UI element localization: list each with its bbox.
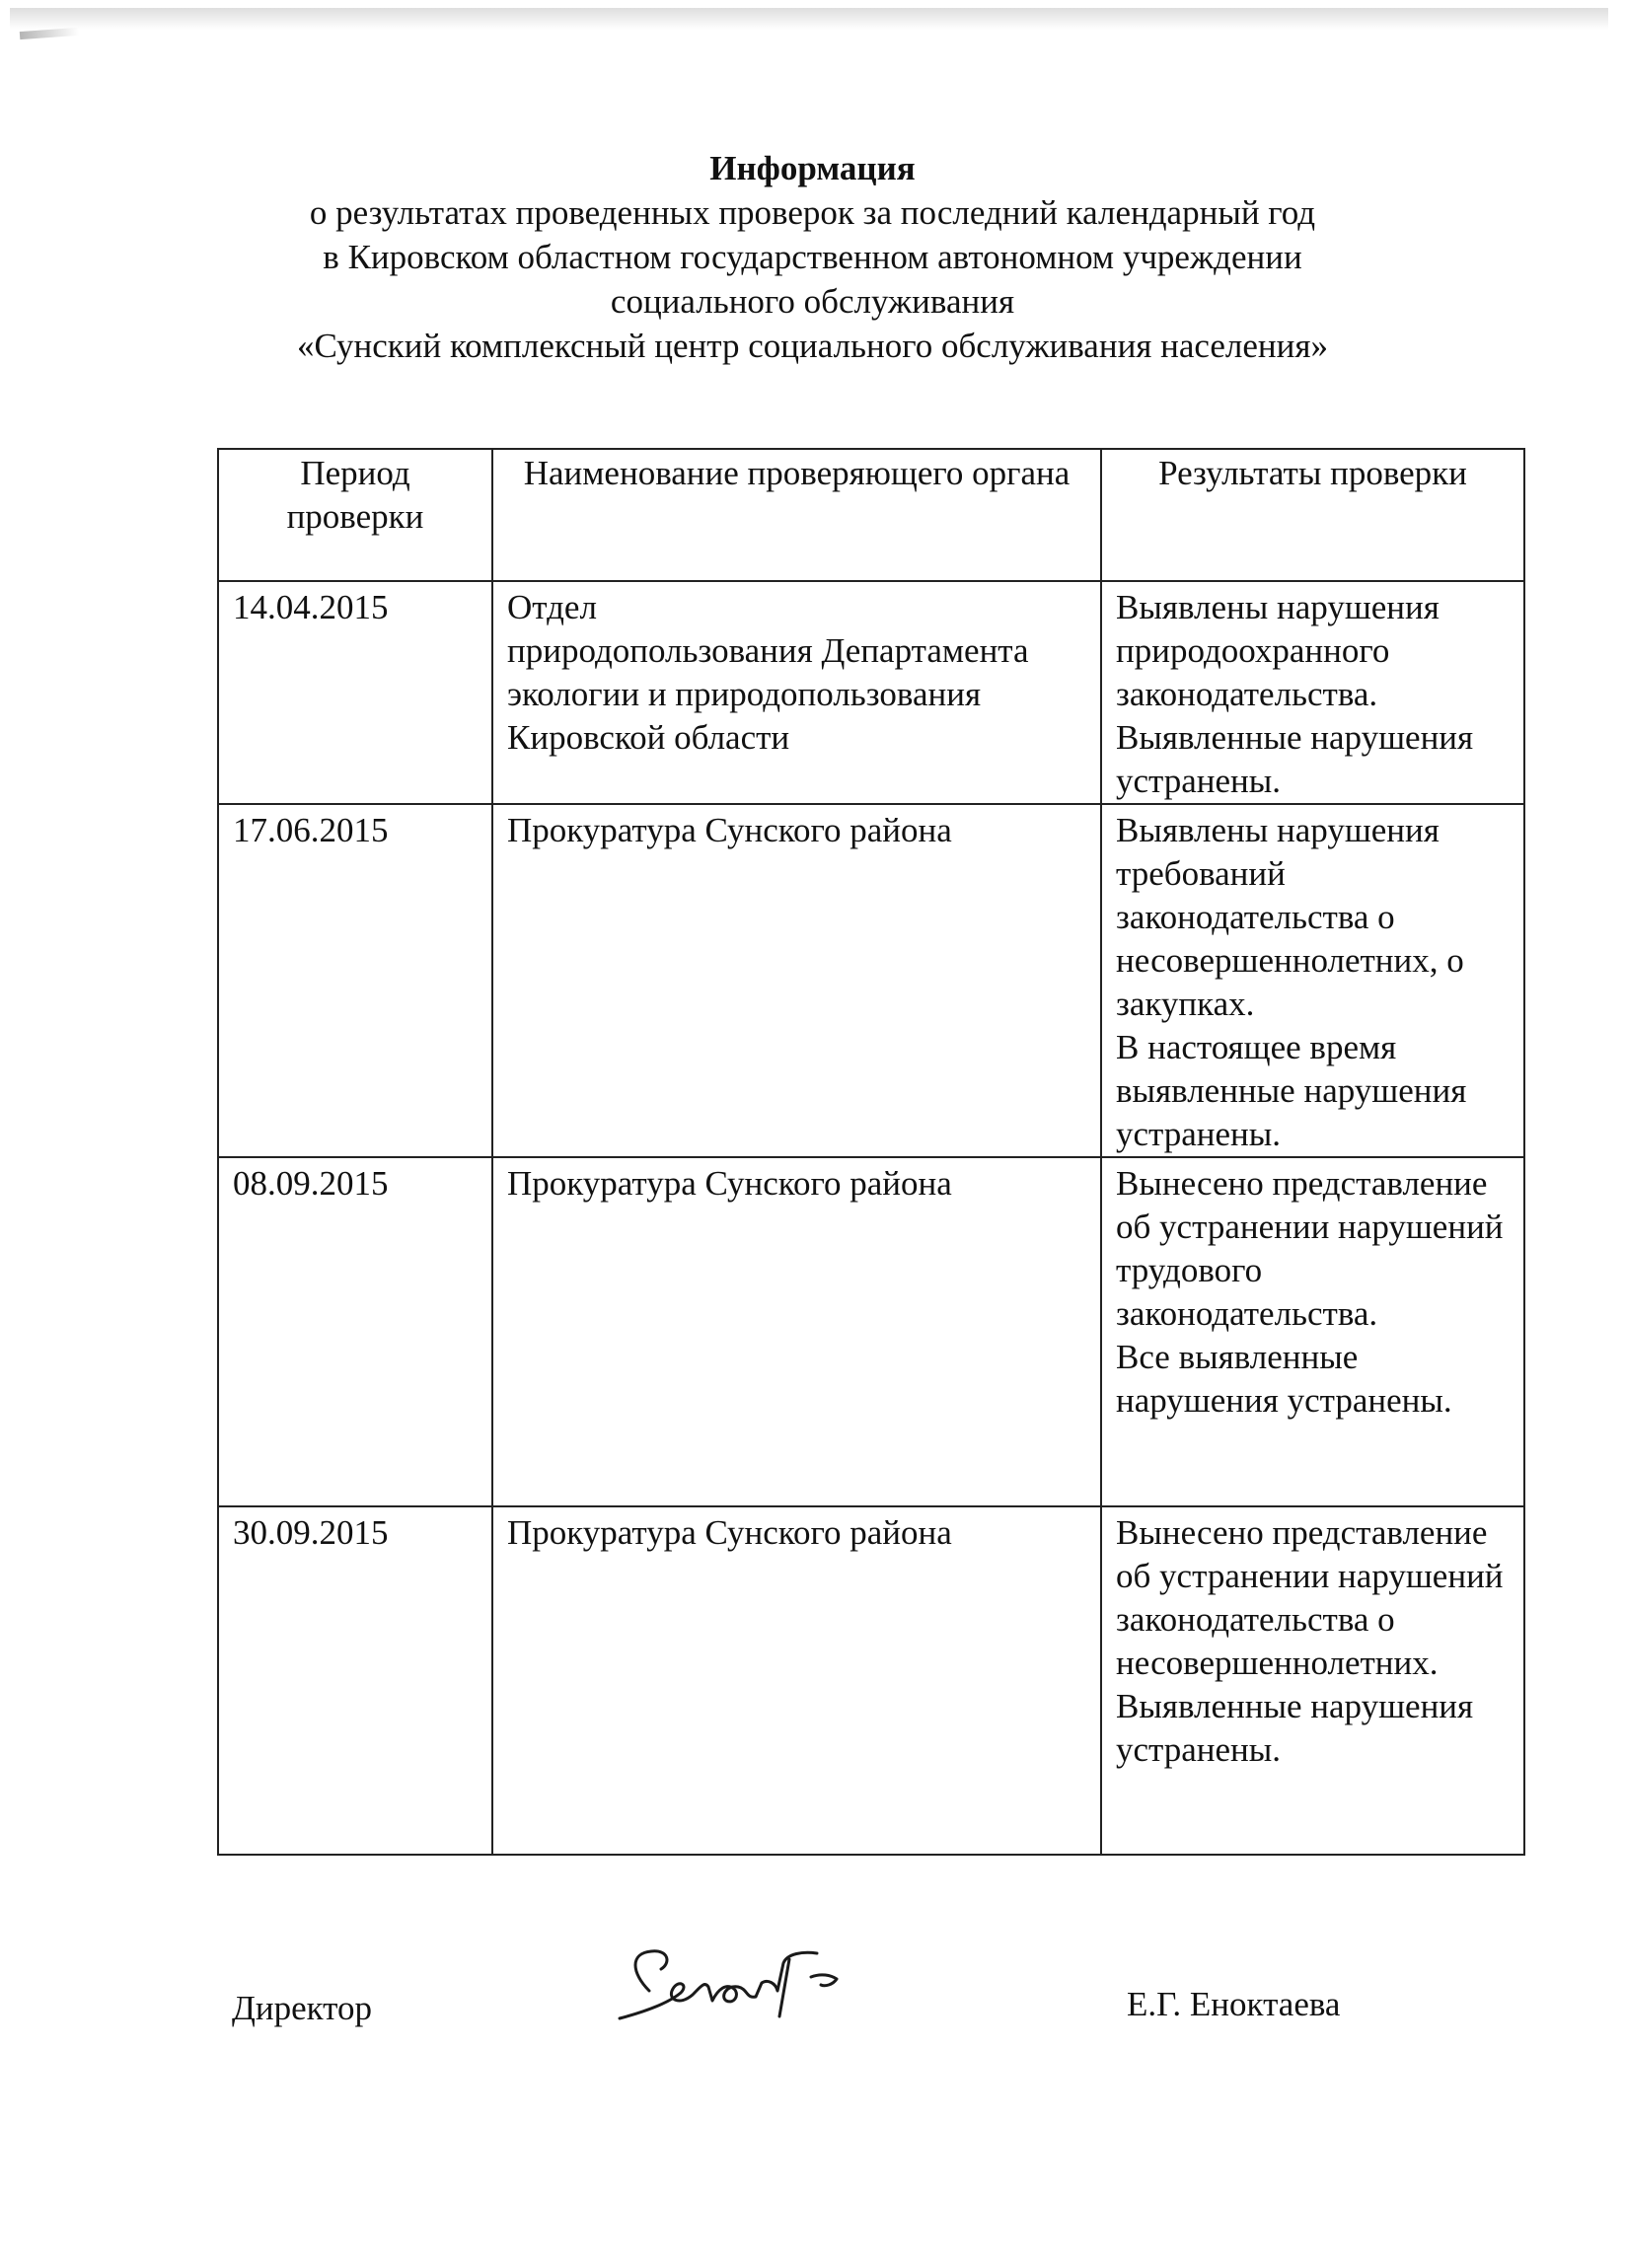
document-title: Информация <box>709 149 916 187</box>
authority-cell <box>492 1506 1101 1855</box>
column-header-result-label: Результаты проверки <box>1158 454 1467 492</box>
result-value: Вынесено представление об устранении нарушений законодательства о несовершеннолетних. Выявленные нарушения устранены. <box>1116 1513 1504 1769</box>
authority-cell <box>492 1157 1101 1506</box>
inspections-table <box>217 448 1525 1856</box>
header-line-2: в Кировском областном государственном автономном учреждении <box>323 238 1302 276</box>
column-header-authority <box>492 449 1101 581</box>
table-header-row <box>218 449 1524 581</box>
header-line-4: «Сунский комплексный центр социального обслуживания населения» <box>297 327 1328 365</box>
header-line-1: о результатах проведенных проверок за последний календарный год <box>309 193 1316 232</box>
result-cell <box>1101 804 1524 1157</box>
result-cell <box>1101 1157 1524 1506</box>
period-value: 17.06.2015 <box>233 811 389 849</box>
authority-value: Прокуратура Сунского района <box>507 811 952 849</box>
signatory-role: Директор <box>232 1989 373 2027</box>
result-cell <box>1101 581 1524 804</box>
header-line-3: социального обслуживания <box>610 282 1015 321</box>
authority-cell <box>492 581 1101 804</box>
handwritten-signature <box>610 1934 906 2042</box>
period-value: 08.09.2015 <box>233 1164 389 1203</box>
result-value: Вынесено представление об устранении нарушений трудового законодательства. Все выявленные нарушения устранены. <box>1116 1164 1504 1420</box>
table-row <box>218 581 1524 804</box>
period-cell <box>218 804 492 1157</box>
column-header-result <box>1101 449 1524 581</box>
column-header-period-label: Период проверки <box>286 454 424 536</box>
period-value: 30.09.2015 <box>233 1513 389 1552</box>
authority-value: Прокуратура Сунского района <box>507 1513 952 1552</box>
authority-cell <box>492 804 1101 1157</box>
column-header-authority-label: Наименование проверяющего органа <box>523 454 1071 492</box>
period-cell <box>218 581 492 804</box>
scan-edge-shadow <box>10 8 1608 30</box>
period-value: 14.04.2015 <box>233 588 389 626</box>
result-value: Выявлены нарушения природоохранного законодательства. Выявленные нарушения устранены. <box>1116 588 1474 800</box>
table-row <box>218 1157 1524 1506</box>
signatory-name: Е.Г. Еноктаева <box>1127 1985 1341 2023</box>
authority-value: Прокуратура Сунского района <box>507 1164 952 1203</box>
column-header-period <box>218 449 492 581</box>
result-value: Выявлены нарушения требований законодательства о несовершеннолетних, о закупках. В настоящее время выявленные нарушения устранены. <box>1116 811 1467 1153</box>
authority-value: Отдел природопользования Департамента экологии и природопользования Кировской области <box>507 588 1029 757</box>
period-cell <box>218 1506 492 1855</box>
document-header <box>0 146 1625 368</box>
table-row <box>218 804 1524 1157</box>
period-cell <box>218 1157 492 1506</box>
result-cell <box>1101 1506 1524 1855</box>
table-row <box>218 1506 1524 1855</box>
